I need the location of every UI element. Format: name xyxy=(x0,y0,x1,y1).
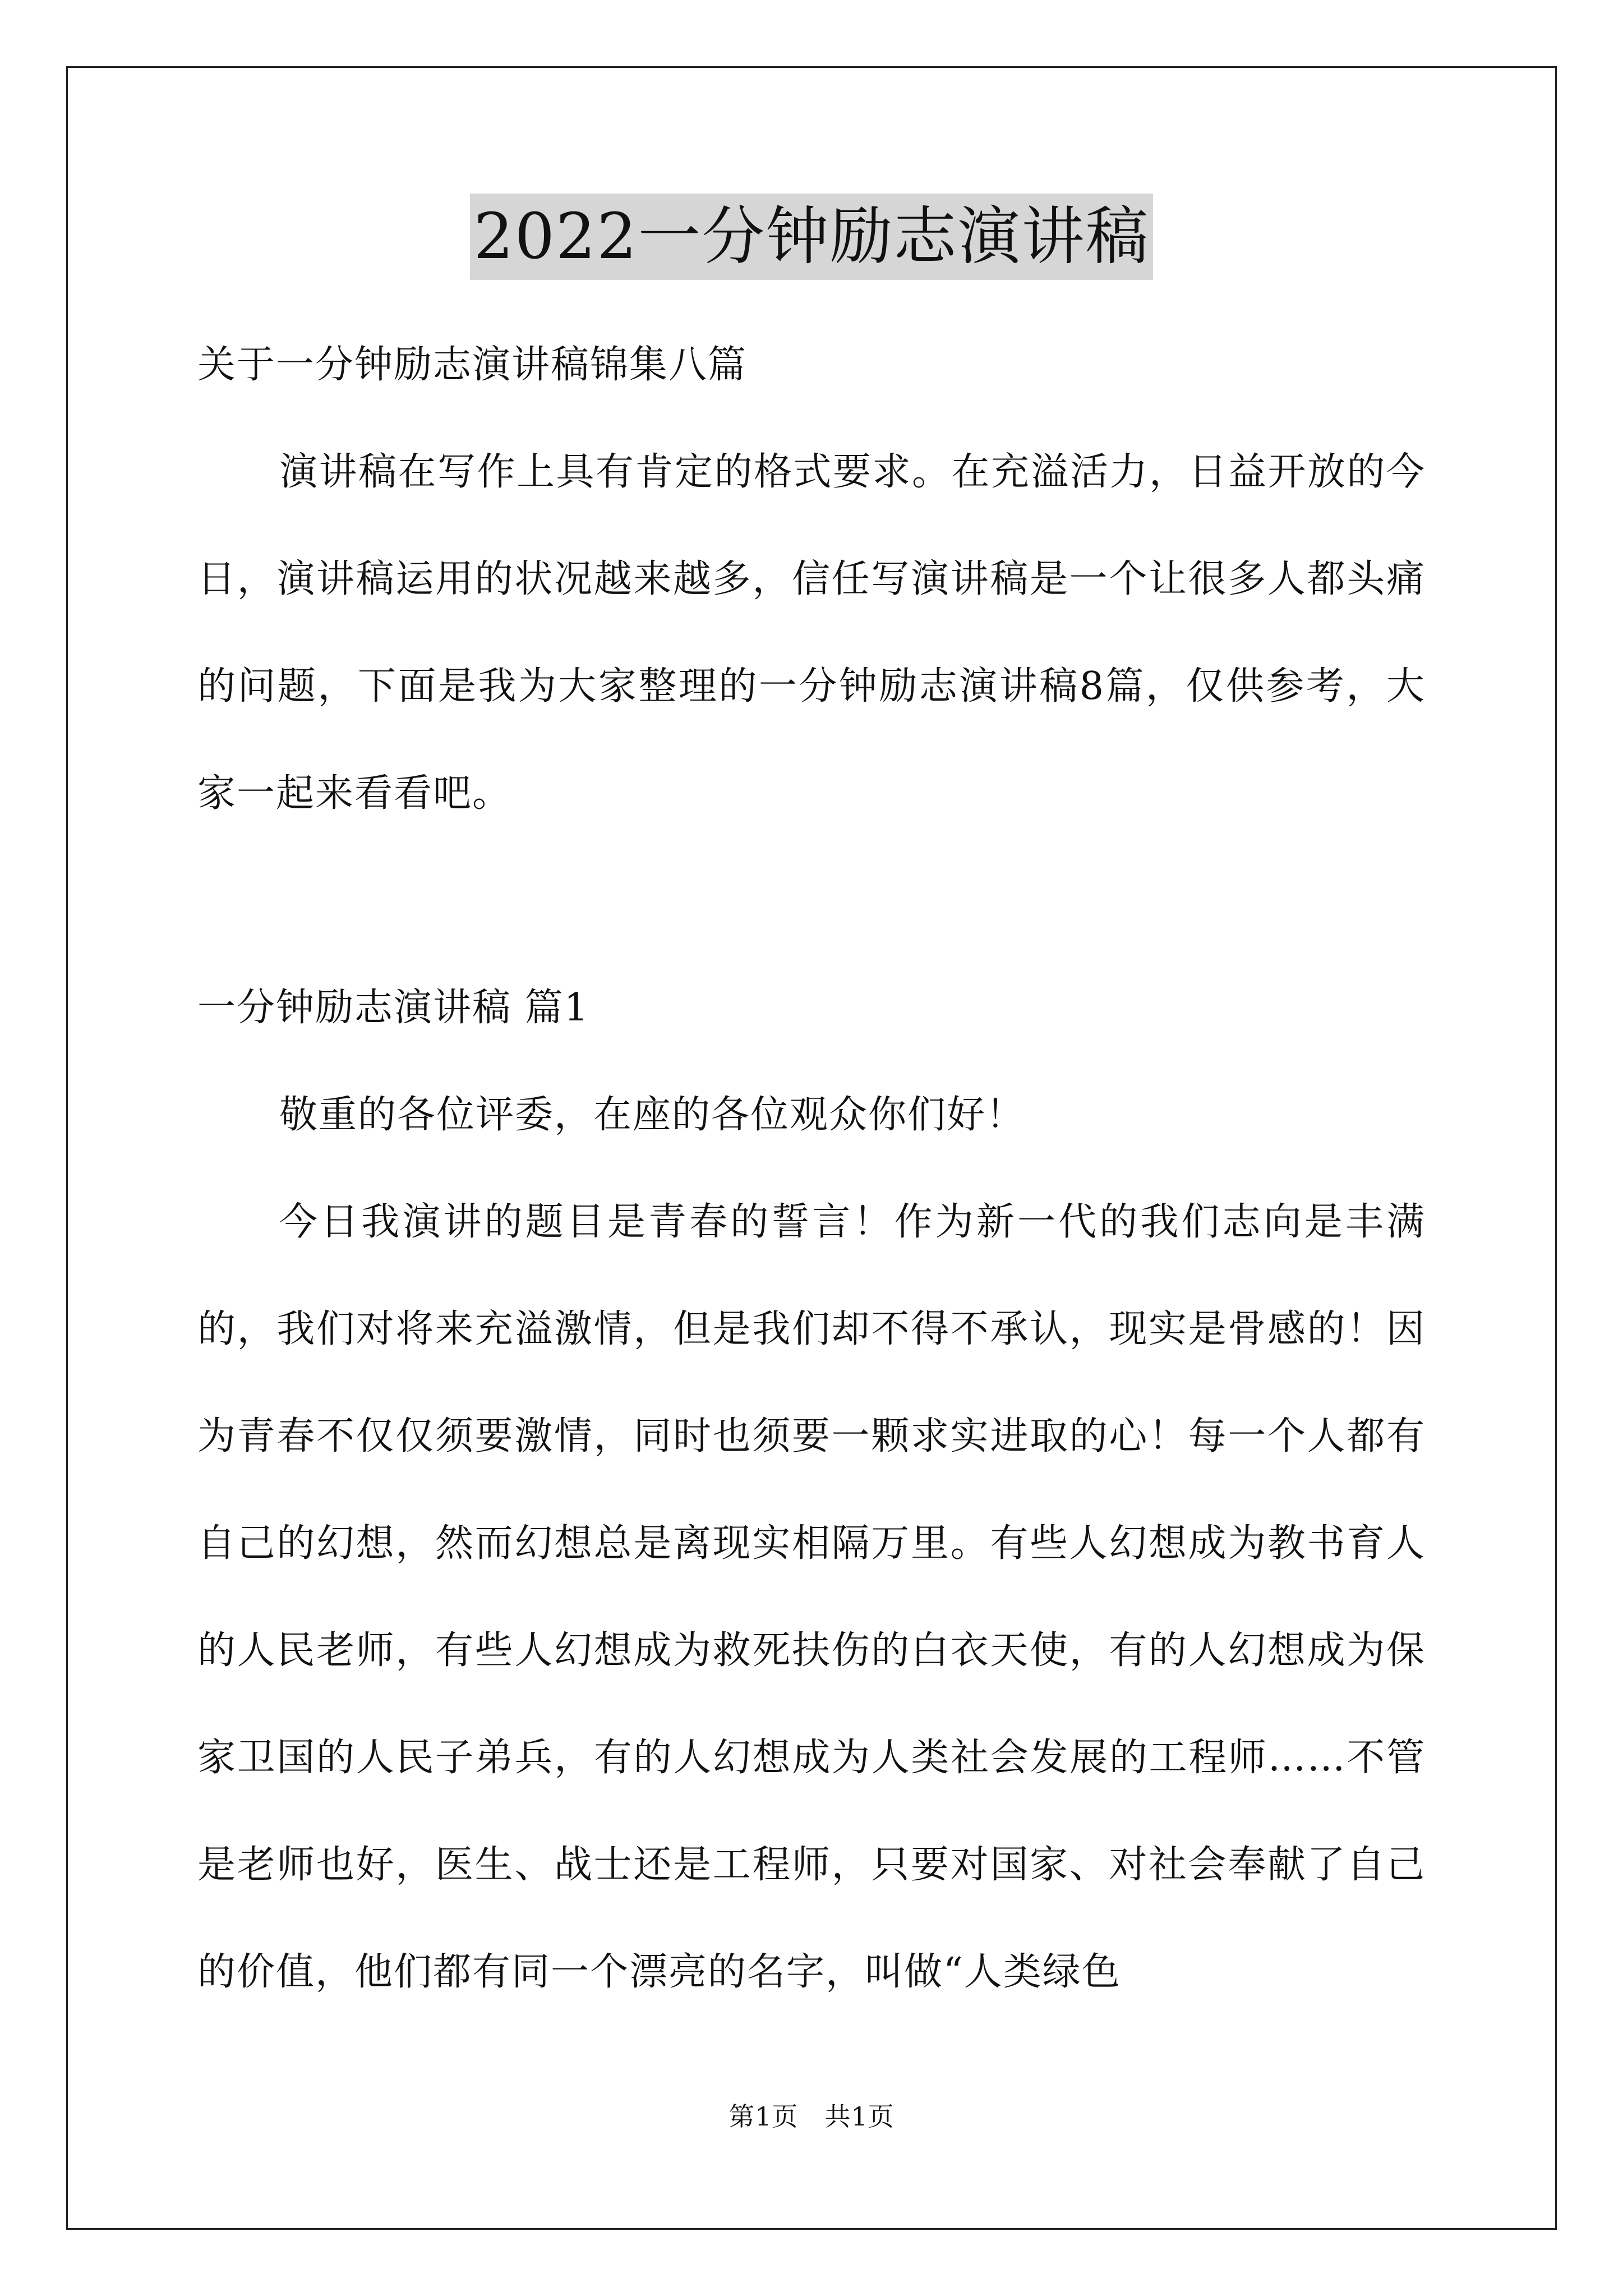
document-body xyxy=(197,311,1426,2026)
document-subtitle: 关于一分钟励志演讲稿锦集八篇 xyxy=(197,343,748,387)
greeting-paragraph: 敬重的各位评委，在座的各位观众你们好！ xyxy=(279,1093,1026,1137)
page-footer: 第1页 共1页 xyxy=(728,2101,895,2132)
section-heading: 一分钟励志演讲稿 篇1 xyxy=(197,986,589,1030)
body-paragraph: 今日我演讲的题目是青春的誓言！作为新一代的我们志向是丰满的，我们对将来充溢激情，但是我们却不得不承认，现实是骨感的！因为青春不仅仅须要激情，同时也须要一颗求实进取的心！每一个人都有自己的幻想，然而幻想总是离现实相隔万里。有些人幻想成为教书育人的人民老师，有些人幻想成为救死扶伤的白衣天使，有的人幻想成为保家卫国的人民子弟兵，有的人幻想成为人类社会发展的工程师……不管是老师也好，医生、战士还是工程师，只要对国家、对社会奉献了自己的价值，他们都有同一个漂亮的名字，叫做“人类绿色 xyxy=(197,1200,1426,1994)
title-container xyxy=(0,194,1623,280)
paragraph-spacer xyxy=(197,847,1426,954)
document-title: 2022一分钟励志演讲稿 xyxy=(470,194,1152,280)
intro-paragraph: 演讲稿在写作上具有肯定的格式要求。在充溢活力，日益开放的今日，演讲稿运用的状况越来越多，信任写演讲稿是一个让很多人都头痛的问题，下面是我为大家整理的一分钟励志演讲稿8篇，仅供参考，大家一起来看看吧。 xyxy=(197,450,1426,816)
